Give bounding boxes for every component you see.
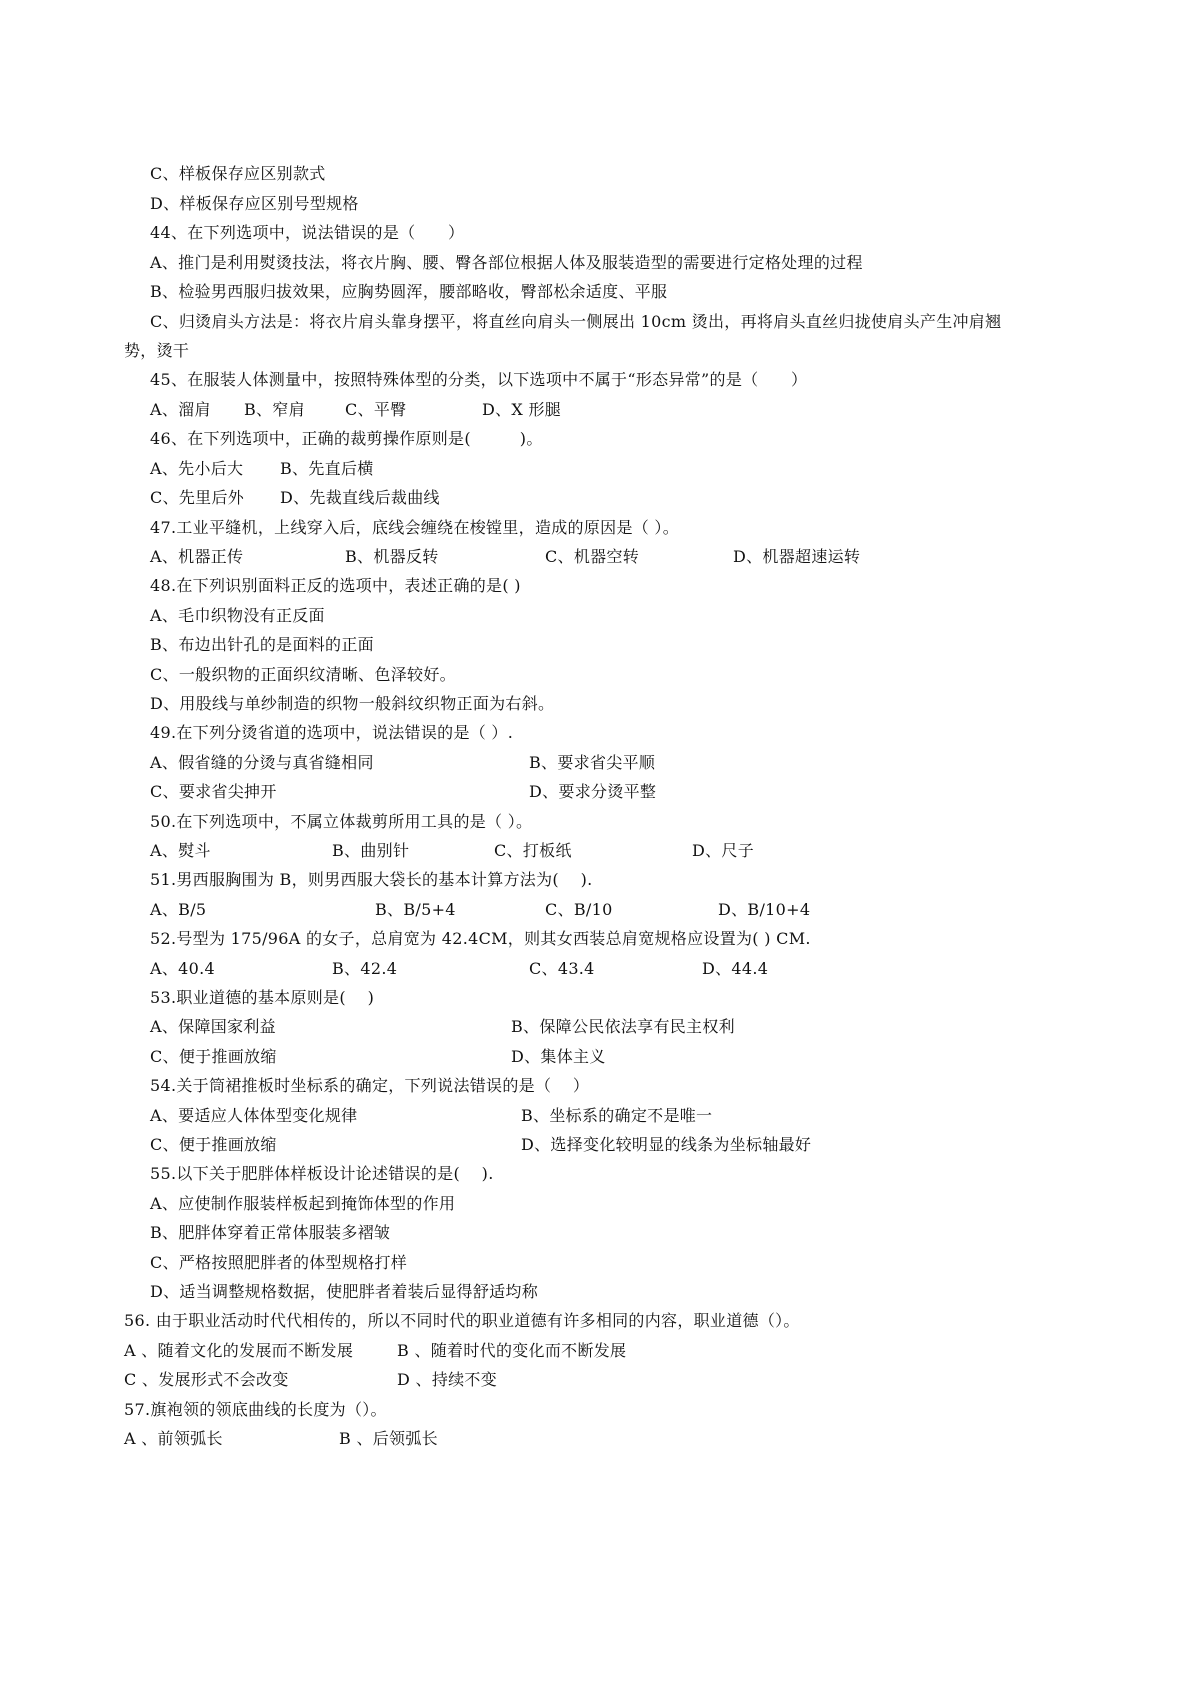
question-52: 52.号型为 175/96A 的女子，总肩宽为 42.4CM，则其女西装总肩宽规格应设置为( ) CM. — [150, 929, 811, 948]
option-d: D、选择变化较明显的线条为坐标轴最好 — [521, 1135, 812, 1154]
option-c: C、便于推画放缩 — [150, 1135, 277, 1154]
option-c: C、打板纸 — [494, 841, 572, 860]
option-line: A、应使制作服装样板起到掩饰体型的作用 — [150, 1194, 456, 1213]
option-a: A、机器正传 — [150, 547, 244, 566]
option-b: B、窄肩 — [244, 400, 305, 419]
option-line: B、布边出针孔的是面料的正面 — [150, 635, 374, 654]
option-b: B、42.4 — [332, 959, 398, 978]
option-b: B、保障公民依法享有民主权利 — [511, 1017, 735, 1036]
option-a: A、假省缝的分烫与真省缝相同 — [150, 753, 374, 772]
option-c: C、先里后外 — [150, 488, 245, 507]
option-a: A、B/5 — [150, 900, 207, 919]
option-d: D、先裁直线后裁曲线 — [280, 488, 440, 507]
question-57: 57.旗袍领的领底曲线的长度为（）。 — [124, 1400, 387, 1419]
option-a: A、保障国家利益 — [150, 1017, 276, 1036]
option-d: D 、持续不变 — [397, 1370, 498, 1389]
question-51: 51.男西服胸围为 B，则男西服大袋长的基本计算方法为( ). — [150, 870, 593, 889]
option-d: D、要求分烫平整 — [529, 782, 657, 801]
option-d: D、机器超速运转 — [733, 547, 861, 566]
option-a: A、先小后大 — [150, 459, 244, 478]
option-d: D、B/10+4 — [718, 900, 811, 919]
option-line-continued: 势，烫干 — [124, 341, 190, 360]
option-b: B、曲别针 — [332, 841, 410, 860]
option-c: C、平臀 — [345, 400, 407, 419]
option-d: D、X 形腿 — [482, 400, 562, 419]
question-45: 45、在服装人体测量中，按照特殊体型的分类，以下选项中不属于“形态异常”的是（ ） — [150, 370, 808, 389]
question-53: 53.职业道德的基本原则是( ) — [150, 988, 375, 1007]
option-a: A、熨斗 — [150, 841, 211, 860]
option-a: A、溜肩 — [150, 400, 211, 419]
option-b: B、B/5+4 — [375, 900, 456, 919]
option-a: A、要适应人体体型变化规律 — [150, 1106, 358, 1125]
option-b: B、先直后横 — [280, 459, 374, 478]
option-d: D、尺子 — [692, 841, 755, 860]
question-46: 46、在下列选项中，正确的裁剪操作原则是( )。 — [150, 429, 543, 448]
option-c: C、要求省尖抻开 — [150, 782, 277, 801]
question-48: 48.在下列识别面料正反的选项中，表述正确的是( ) — [150, 576, 521, 595]
option-b: B 、后领弧长 — [339, 1429, 438, 1448]
option-d: D、44.4 — [702, 959, 769, 978]
option-c: C、机器空转 — [545, 547, 640, 566]
option-d: D、集体主义 — [511, 1047, 606, 1066]
option-line: B、检验男西服归拔效果，应胸势圆浑，腰部略收，臀部松余适度、平服 — [150, 282, 668, 301]
option-line: C、严格按照肥胖者的体型规格打样 — [150, 1253, 408, 1272]
question-49: 49.在下列分烫省道的选项中，说法错误的是（ ）. — [150, 723, 514, 742]
option-line: C、归烫肩头方法是：将衣片肩头靠身摆平，将直丝向肩头一侧展出 10cm 烫出，再将肩头直丝归拢使肩头产生冲肩翘 — [150, 312, 1002, 331]
option-line: C、样板保存应区别款式 — [150, 164, 326, 183]
option-line: A、毛巾织物没有正反面 — [150, 606, 325, 625]
option-a: A 、随着文化的发展而不断发展 — [124, 1341, 354, 1360]
option-line: D、样板保存应区别号型规格 — [150, 194, 359, 213]
option-line: D、用股线与单纱制造的织物一般斜纹织物正面为右斜。 — [150, 694, 555, 713]
question-44: 44、在下列选项中，说法错误的是（ ） — [150, 223, 465, 242]
option-c: C 、发展形式不会改变 — [124, 1370, 289, 1389]
option-c: C、便于推画放缩 — [150, 1047, 277, 1066]
option-line: C、一般织物的正面织纹清晰、色泽较好。 — [150, 665, 456, 684]
option-line: D、适当调整规格数据，使肥胖者着装后显得舒适均称 — [150, 1282, 539, 1301]
question-47: 47.工业平缝机，上线穿入后，底线会缠绕在梭镗里，造成的原因是（ ）。 — [150, 518, 680, 537]
option-line: B、肥胖体穿着正常体服装多褶皱 — [150, 1223, 391, 1242]
option-b: B、坐标系的确定不是唯一 — [521, 1106, 713, 1125]
option-a: A 、前领弧长 — [124, 1429, 223, 1448]
option-b: B、要求省尖平顺 — [529, 753, 656, 772]
question-55: 55.以下关于肥胖体样板设计论述错误的是( ). — [150, 1164, 494, 1183]
option-a: A、40.4 — [150, 959, 215, 978]
question-50: 50.在下列选项中，不属立体裁剪所用工具的是（ ）。 — [150, 812, 533, 831]
question-56: 56. 由于职业活动时代代相传的，所以不同时代的职业道德有许多相同的内容，职业道德（）。 — [124, 1311, 800, 1330]
option-c: C、B/10 — [545, 900, 613, 919]
question-54: 54.关于筒裙推板时坐标系的确定，下列说法错误的是（ ） — [150, 1076, 590, 1095]
option-b: B 、随着时代的变化而不断发展 — [397, 1341, 627, 1360]
option-c: C、43.4 — [529, 959, 595, 978]
option-line: A、推门是利用熨烫技法，将衣片胸、腰、臀各部位根据人体及服装造型的需要进行定格处理的过程 — [150, 253, 863, 272]
option-b: B、机器反转 — [345, 547, 439, 566]
